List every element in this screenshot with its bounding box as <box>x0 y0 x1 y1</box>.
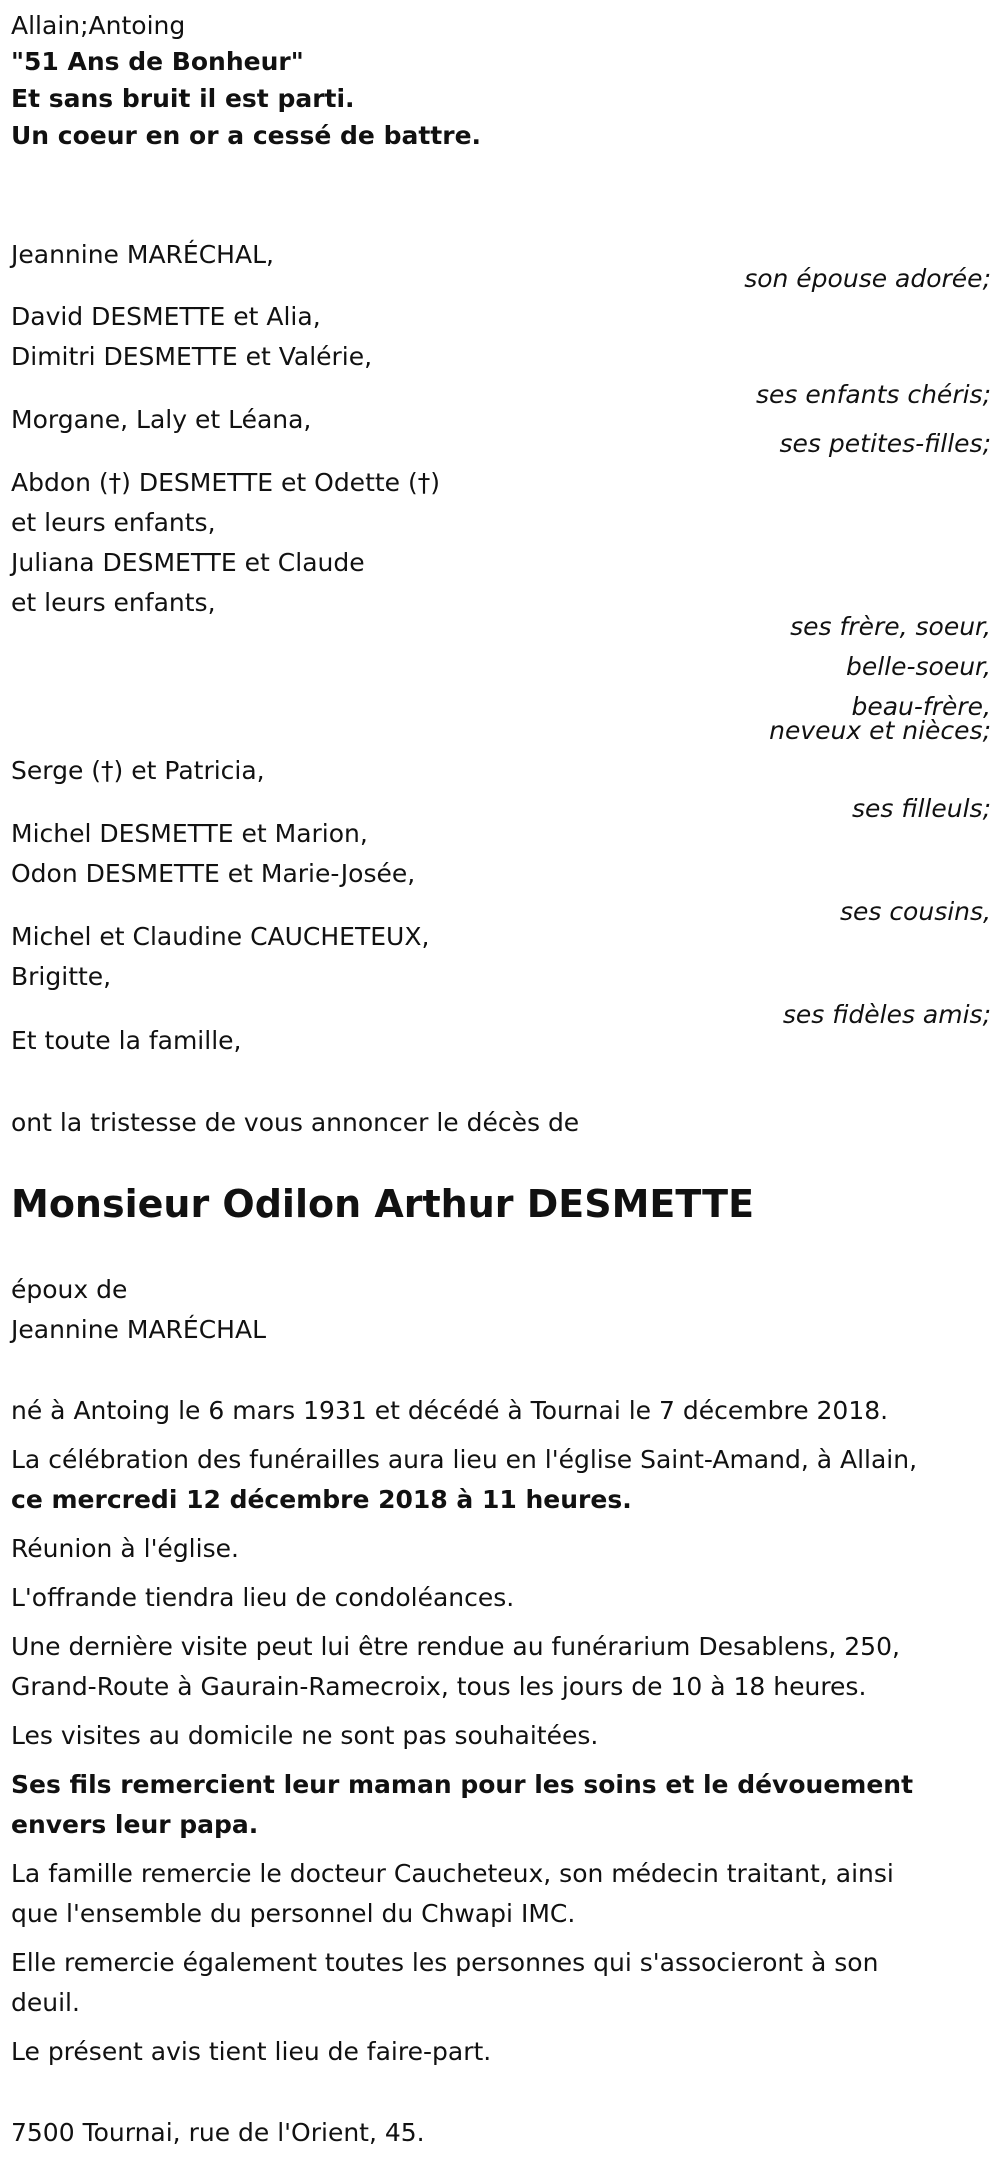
meeting-line: Réunion à l'église. <box>11 1534 239 1563</box>
visit-line: Grand-Route à Gaurain-Ramecroix, tous les jours de 10 à 18 heures. <box>11 1672 867 1701</box>
family-role: ses petites-filles; <box>779 429 991 458</box>
quote-block <box>11 42 304 82</box>
visit-line: Une dernière visite peut lui être rendue au funérarium Desablens, 250, <box>11 1632 900 1661</box>
family-line: Juliana DESMETTE et Claude <box>11 548 365 577</box>
family-line: Odon DESMETTE et Marie-Josée, <box>11 859 416 888</box>
family-entry <box>11 1021 991 1061</box>
family-role: ses filleuls; <box>851 794 991 823</box>
family-line: Michel DESMETTE et Marion, <box>11 819 368 848</box>
announcement <box>11 1103 579 1143</box>
place-header <box>11 6 185 46</box>
offering-line: L'offrande tiendra lieu de condoléances. <box>11 1583 515 1612</box>
quote-line-1: "51 Ans de Bonheur" <box>11 47 304 76</box>
deceased-block <box>11 1179 754 1229</box>
family-line: et leurs enfants, <box>11 588 216 617</box>
no-visits-line: Les visites au domicile ne sont pas souhaitées. <box>11 1721 599 1750</box>
family-entry <box>11 814 991 932</box>
place-line: Allain;Antoing <box>11 11 186 40</box>
spouse-label: époux de <box>11 1275 128 1304</box>
all-thanks: Elle remercie également toutes les personnes qui s'associeront à son <box>11 1948 879 1977</box>
family-role: ses cousins, <box>839 897 991 926</box>
announcement-text: ont la tristesse de vous annoncer le décès de <box>11 1108 580 1137</box>
family-entry <box>11 297 991 415</box>
family-role: beau-frère, <box>851 692 991 721</box>
family-line: Dimitri DESMETTE et Valérie, <box>11 342 373 371</box>
family-role: ses fidèles amis; <box>782 1000 991 1029</box>
family-line: Et toute la famille, <box>11 1026 242 1055</box>
family-role: ses enfants chéris; <box>756 380 991 409</box>
sons-thanks: Ses fils remercient leur maman pour les soins et le dévouement <box>11 1770 914 1799</box>
quote-line-2: Et sans bruit il est parti. <box>11 84 355 113</box>
ceremony-line: La célébration des funérailles aura lieu en l'église Saint-Amand, à Allain, <box>11 1445 918 1474</box>
family-role-block <box>11 607 991 743</box>
family-thanks: que l'ensemble du personnel du Chwapi IMC. <box>11 1899 576 1928</box>
quote-line-3: Un coeur en or a cessé de battre. <box>11 121 482 150</box>
sons-thanks: envers leur papa. <box>11 1810 259 1839</box>
family-entry <box>11 917 991 1035</box>
address-line: 7500 Tournai, rue de l'Orient, 45. <box>11 2118 425 2147</box>
family-thanks: La famille remercie le docteur Caucheteux, son médecin traitant, ainsi <box>11 1859 894 1888</box>
details-block <box>11 1391 991 2153</box>
family-line: Serge (†) et Patricia, <box>11 756 265 785</box>
family-role: belle-soeur, <box>845 652 991 681</box>
family-entry <box>11 235 991 299</box>
spouse-name: Jeannine MARÉCHAL <box>11 1315 267 1344</box>
family-line: et leurs enfants, <box>11 508 216 537</box>
family-line: Abdon (†) DESMETTE et Odette (†) <box>11 468 441 497</box>
family-line: Michel et Claudine CAUCHETEUX, <box>11 922 430 951</box>
birth-death-line: né à Antoing le 6 mars 1931 et décédé à Tournai le 7 décembre 2018. <box>11 1396 889 1425</box>
ceremony-date: ce mercredi 12 décembre 2018 à 11 heures. <box>11 1485 632 1514</box>
family-role: son épouse adorée; <box>744 264 991 293</box>
notice-line: Le présent avis tient lieu de faire-part. <box>11 2037 492 2066</box>
all-thanks: deuil. <box>11 1988 80 2017</box>
family-role: ses frère, soeur, <box>790 612 991 641</box>
deceased-name: Monsieur Odilon Arthur DESMETTE <box>11 1182 755 1226</box>
family-line: David DESMETTE et Alia, <box>11 302 321 331</box>
family-line: Morgane, Laly et Léana, <box>11 405 312 434</box>
family-entry <box>11 463 991 623</box>
spouse-block <box>11 1270 266 1350</box>
family-line: Jeannine MARÉCHAL, <box>11 240 274 269</box>
family-role: neveux et nièces; <box>769 716 991 745</box>
family-line: Brigitte, <box>11 962 112 991</box>
family-entry <box>11 400 991 464</box>
